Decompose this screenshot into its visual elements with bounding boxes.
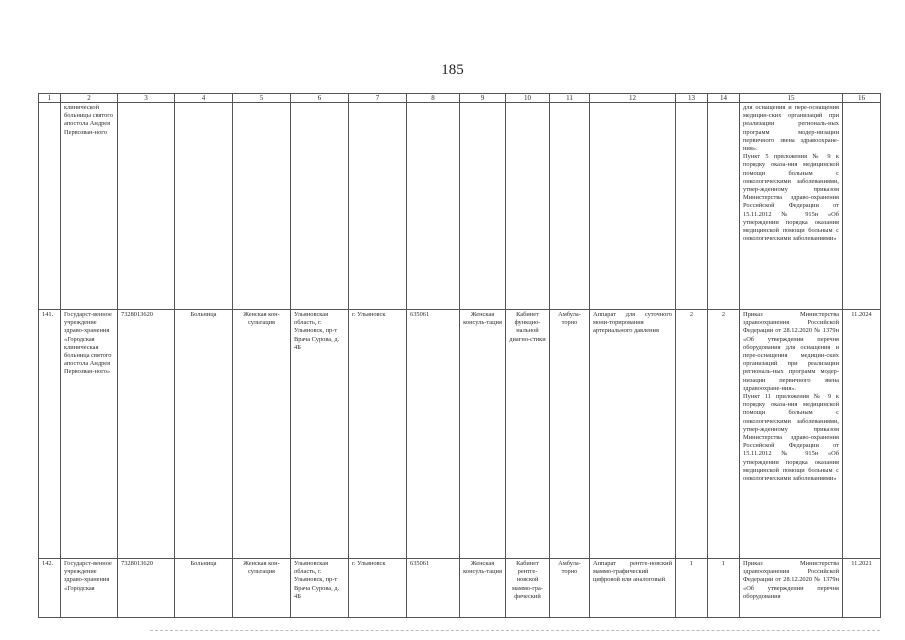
column-header: 6: [291, 94, 349, 103]
cell-number: [39, 103, 61, 310]
cell-address: Ульяновская область, г. Ульяновск, пр-т Врача Сурова, д. 4Б: [291, 310, 349, 559]
cell-cabinet: [506, 103, 550, 310]
cell-qty-need: [676, 103, 708, 310]
column-header: 2: [61, 94, 118, 103]
cell-condition: Амбула-торно: [550, 310, 590, 559]
cell-unit: [460, 103, 506, 310]
cell-subdivision: Женская кон-сультация: [233, 559, 291, 618]
cell-qty-plan: [708, 103, 740, 310]
cell-code: 635061: [407, 310, 460, 559]
column-header: 5: [233, 94, 291, 103]
cell-code: [407, 103, 460, 310]
page-number: 185: [441, 62, 464, 78]
cell-subdivision: Женская кон-сультация: [233, 310, 291, 559]
column-header: 14: [708, 94, 740, 103]
table-row: [39, 310, 881, 559]
table-row: [39, 559, 881, 618]
cell-inn: [118, 103, 175, 310]
column-header: 4: [175, 94, 233, 103]
cell-condition: Амбула-торно: [550, 559, 590, 618]
cell-equipment: Аппарат для суточного мони-торирования артериального давления: [590, 310, 676, 559]
cell-type: Больница: [175, 559, 233, 618]
cell-organization: клинической больницы святого апостола Андрея Первозван-ного: [61, 103, 118, 310]
cell-address: Ульяновская область, г. Ульяновск, пр-т Врача Сурова, д. 4Б: [291, 559, 349, 618]
cell-type: Больница: [175, 310, 233, 559]
cell-qty-plan: 2: [708, 310, 740, 559]
cell-type: [175, 103, 233, 310]
cell-inn: 7328013620: [118, 310, 175, 559]
cell-qty-plan: 1: [708, 559, 740, 618]
column-header: 3: [118, 94, 175, 103]
column-header: 1: [39, 94, 61, 103]
cell-number: 142.: [39, 559, 61, 618]
column-header: 10: [506, 94, 550, 103]
cell-subdivision: [233, 103, 291, 310]
cell-basis: Приказ Министерства здравоохранения Российской Федерации от 28.12.2020 № 1379н «Об утверждении перечня оборудования для оснащения и пере-оснащения медицин-ских организаций при реализации региональ-ных программ модер-низации первичного звена здравоохране-ния». Пункт 11 приложения № 9 к порядку оказа-ния медицинской помощи больным с онкологическими заболеваниями, утвер-жденному приказом Министерства здраво-охранения Российской Федерации от 15.11.2012 № 915н «Об утверждении порядка оказания медицинской помощи больным с онкологическими заболеваниями»: [740, 310, 843, 559]
cell-equipment: Аппарат рентге-новский маммо-графический цифровой или аналоговый: [590, 559, 676, 618]
cell-organization: Государст-венное учреждение здраво-хранения «Городская клиническая больница святого апостола Андрея Первозван-ного»: [61, 310, 118, 559]
column-header: 8: [407, 94, 460, 103]
column-number-row: [39, 94, 881, 103]
column-header: 9: [460, 94, 506, 103]
equipment-table: [38, 93, 881, 618]
column-header: 13: [676, 94, 708, 103]
column-header: 11: [550, 94, 590, 103]
cell-organization: Государст-венное учреждение здраво-хранения «Городская: [61, 559, 118, 618]
cell-cabinet: Кабинет функцио-нальной диагно-стики: [506, 310, 550, 559]
cell-locality: [349, 103, 407, 310]
cell-date: 11.2021: [843, 559, 881, 618]
cell-equipment: [590, 103, 676, 310]
cell-basis: для оснащения и пере-оснащения медицин-ских организаций при реализации региональ-ных программ модер-низации первичного звена здравоохране-ния». Пункт 5 приложения № 9 к порядку оказа-ния медицинской помощи больным с онкологическими заболеваниями, утвер-жденному приказом Министерства здраво-охранения Российской Федерации от 15.11.2012 № 915н «Об утверждении порядка оказания медицинской помощи больным с онкологическими заболеваниями»: [740, 103, 843, 310]
cell-address: [291, 103, 349, 310]
column-header: 15: [740, 94, 843, 103]
table-row-continued: [39, 103, 881, 310]
cell-unit: Женская консуль-тация: [460, 310, 506, 559]
cell-qty-need: 1: [676, 559, 708, 618]
cell-cabinet: Кабинет рентге-новской маммо-гра-фический: [506, 559, 550, 618]
column-header: 7: [349, 94, 407, 103]
cell-date: 11.2024: [843, 310, 881, 559]
cell-locality: г. Ульяновск: [349, 310, 407, 559]
cell-date: [843, 103, 881, 310]
cell-locality: г. Ульяновск: [349, 559, 407, 618]
cell-unit: Женская консуль-тация: [460, 559, 506, 618]
cell-number: 141.: [39, 310, 61, 559]
cell-inn: 7328013620: [118, 559, 175, 618]
cell-condition: [550, 103, 590, 310]
column-header: 12: [590, 94, 676, 103]
cell-basis: Приказ Министерства здравоохранения Российской Федерации от 28.12.2020 № 1379н «Об утверждении перечня оборудования: [740, 559, 843, 618]
cell-code: 635061: [407, 559, 460, 618]
column-header: 16: [843, 94, 881, 103]
cell-qty-need: 2: [676, 310, 708, 559]
scan-edge-line: [150, 630, 880, 631]
